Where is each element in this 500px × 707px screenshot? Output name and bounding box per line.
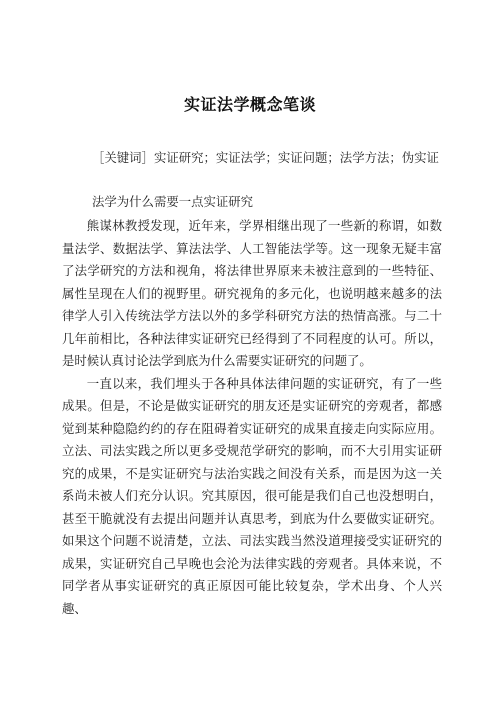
keywords-line: ［关键词］实证研究；实证法学；实证问题；法学方法；伪实证 [92,150,439,165]
paragraph: 熊谋林教授发现，近年来，学界相继出现了一些新的称谓，如数量法学、数据法学、算法法学、人工智能法学等。这一现象无疑丰富了法学研究的方法和视角，将法律世界原来未被注意到的一些特征、属性呈现在人们的视野里。研究视角的多元化，也说明越来越多的法律学人引入传统法学方法以外的多学科研究方法的热情高涨。与二十几年前相比，各种法律实证研究已经得到了不同程度的认可。所以，是时候认真讨论法学到底为什么需要实证研究的问题了。 [62,218,442,368]
body-text [62,215,442,620]
document-title: 实证法学概念笔谈 [183,95,316,114]
section-heading: 法学为什么需要一点实证研究 [92,194,254,209]
paragraph: 一直以来，我们埋头于各种具体法律问题的实证研究，有了一些成果。但是，不论是做实证研究的朋友还是实证研究的旁观者，都感觉到某种隐隐约约的存在阻碍着实证研究的成果直接走向实际应用。立法、司法实践之所以更多受规范学研究的影响，而不大引用实证研究的成果，不是实证研究与法治实践之间没有关系，而是因为这一关系尚未被人们充分认识。究其原因，很可能是我们自己也没想明白，甚至干脆就没有去提出问题并认真思考，到底为什么要做实证研究。如果这个问题不说清楚，立法、司法实践当然没道理接受实证研究的成果，实证研究自己早晚也会沦为法律实践的旁观者。具体来说，不同学者从事实证研究的真正原因可能比较复杂，学术出身、个人兴趣、 [62,375,442,616]
